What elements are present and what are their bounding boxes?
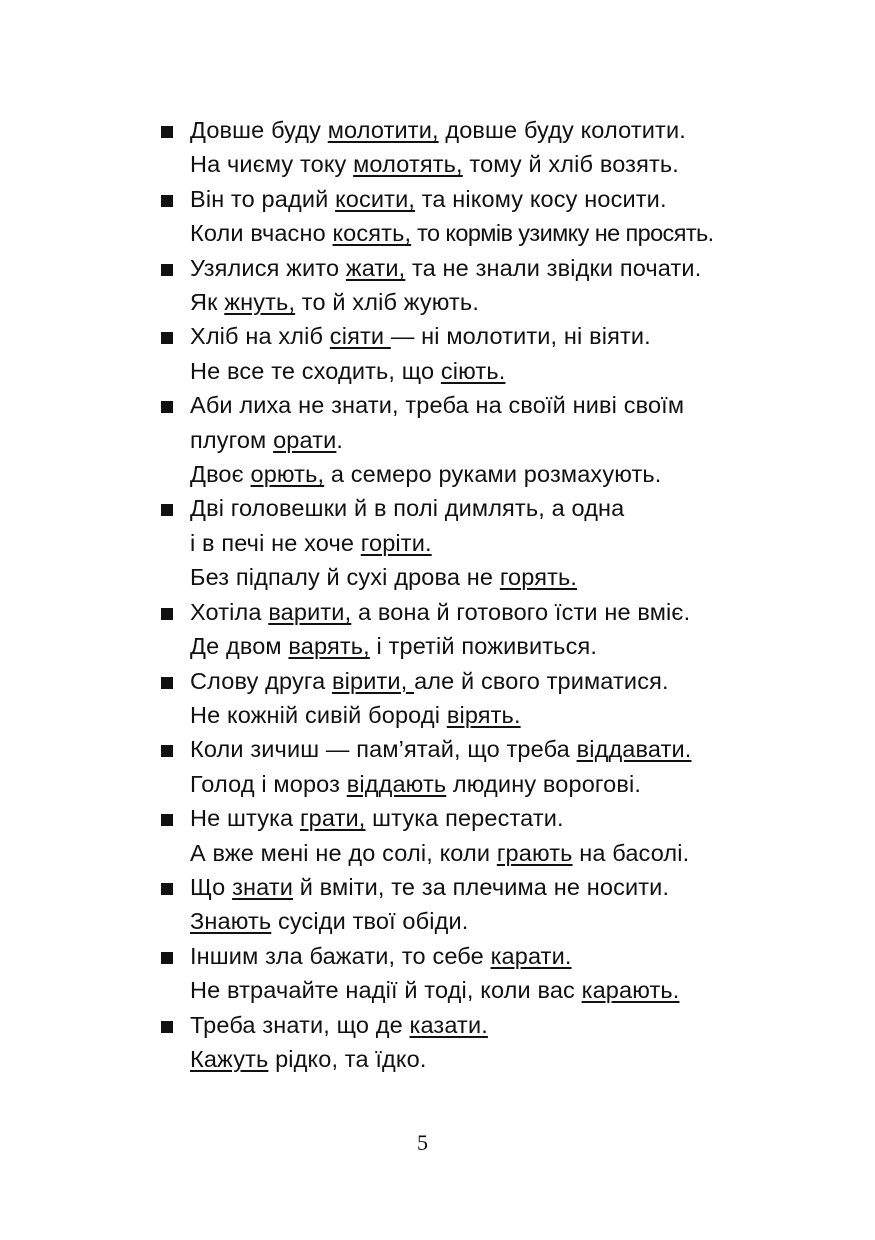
page-number: 5 [417, 1130, 428, 1155]
text-segment: і третій поживиться. [369, 633, 598, 660]
text-segment: Голод і мороз [190, 770, 347, 797]
square-bullet-icon [161, 745, 173, 757]
text-segment: Що [190, 873, 233, 900]
underlined-verb: косять, [332, 220, 412, 247]
text-segment: Без підпалу й сухі дрова не [190, 564, 500, 591]
underlined-verb: грають [496, 839, 573, 866]
proverb-line [190, 595, 800, 629]
text-segment: Дві головешки й в полі димлять, а одна [190, 495, 625, 522]
proverbs-list [160, 113, 800, 1076]
text-segment: людину ворогові. [446, 770, 642, 797]
proverb-item [160, 595, 800, 664]
text-segment: і в печі не хоче [190, 529, 361, 556]
square-bullet-icon [161, 332, 173, 344]
square-bullet-icon [161, 814, 173, 826]
square-bullet-icon [161, 195, 173, 207]
text-segment: Не кожній сивій бороді [190, 701, 447, 728]
square-bullet-icon [161, 608, 173, 620]
proverb-line [190, 939, 800, 973]
text-segment: Де двом [190, 633, 289, 660]
text-segment: Коли вчасно [190, 220, 333, 247]
proverb-line [190, 629, 800, 663]
proverb-line [190, 767, 800, 801]
text-segment: рідко, та їдко. [268, 1045, 427, 1072]
underlined-verb: сіють. [440, 357, 506, 384]
square-bullet-icon [161, 677, 173, 689]
proverb-line [190, 904, 800, 938]
proverb-line [190, 216, 800, 250]
proverb-line [190, 732, 800, 766]
proverb-item [160, 388, 800, 491]
text-segment: Іншим зла бажати, то себе [190, 942, 491, 969]
square-bullet-icon [161, 883, 173, 895]
text-segment: Коли зичиш — пам’ятай, що треба [190, 736, 577, 763]
proverb-line [190, 560, 800, 594]
proverb-line [190, 113, 800, 147]
text-segment: Хліб на хліб [190, 323, 330, 350]
underlined-verb: жнуть, [224, 289, 296, 316]
text-segment: Він то радий [190, 185, 336, 212]
underlined-verb: варять, [288, 633, 370, 660]
underlined-verb: горять. [499, 564, 578, 591]
text-segment: плугом [190, 426, 274, 453]
underlined-verb: Знають [190, 908, 272, 935]
proverb-line [190, 1008, 800, 1042]
proverb-line [190, 251, 800, 285]
underlined-verb: віддають [346, 770, 447, 797]
proverb-line [190, 698, 800, 732]
text-segment: а вона й готового їсти не вміє. [351, 598, 691, 625]
underlined-verb: орати [273, 426, 337, 453]
text-segment: На чиєму току [190, 151, 354, 178]
text-segment: — ні молотити, ні віяти. [390, 323, 651, 350]
proverb-item [160, 801, 800, 870]
proverb-line [190, 664, 800, 698]
proverb-item [160, 251, 800, 320]
text-segment: Довше буду [190, 117, 328, 143]
square-bullet-icon [161, 401, 173, 413]
underlined-verb: сіяти [329, 323, 391, 350]
proverb-line [190, 457, 800, 491]
square-bullet-icon [161, 126, 173, 138]
proverb-line [190, 354, 800, 388]
proverb-item [160, 113, 800, 182]
underlined-verb: казати. [409, 1011, 488, 1038]
proverb-line [190, 388, 800, 422]
text-segment: сусіди твої обіди. [271, 908, 469, 935]
text-segment: Слову друга [190, 667, 332, 694]
text-segment: Як [190, 289, 225, 316]
square-bullet-icon [161, 504, 173, 516]
underlined-verb: знати [232, 873, 294, 900]
text-segment: то й хліб жують. [295, 289, 480, 316]
text-segment: . [336, 426, 344, 453]
text-segment: тому й хліб возять. [462, 151, 679, 178]
proverb-line [190, 870, 800, 904]
proverb-line [190, 973, 800, 1007]
text-segment: Не штука [190, 805, 300, 832]
text-segment: то кормів узимку не просять. [411, 220, 714, 247]
proverb-line [190, 836, 800, 870]
proverb-line [190, 423, 800, 457]
proverb-item [160, 1008, 800, 1077]
text-segment: штука перестати. [365, 805, 564, 832]
underlined-verb: жати, [345, 254, 406, 281]
text-segment: та нікому косу носити. [415, 185, 667, 212]
text-segment: Аби лиха не знати, треба на своїй ниві своїм [190, 392, 685, 419]
proverb-line [190, 1042, 800, 1076]
text-segment: Треба знати, що де [190, 1011, 410, 1038]
proverb-line [190, 147, 800, 181]
underlined-verb: карають. [581, 977, 680, 1004]
proverb-line [190, 526, 800, 560]
text-segment: Двоє [190, 461, 251, 488]
proverb-line [190, 285, 800, 319]
text-segment: а семеро руками розмахують. [324, 461, 662, 488]
text-segment: й вміти, те за плечима не носити. [293, 873, 670, 900]
text-segment: довше буду колотити. [438, 117, 686, 143]
proverb-item [160, 319, 800, 388]
underlined-verb: грати, [299, 805, 366, 832]
square-bullet-icon [161, 264, 173, 276]
proverb-line [190, 182, 800, 216]
text-segment: але й свого триматися. [414, 667, 669, 694]
text-segment: Не втрачайте надії й тоді, коли вас [190, 977, 582, 1004]
text-segment: А вже мені не до солі, коли [190, 839, 497, 866]
proverb-line [190, 319, 800, 353]
underlined-verb: варити, [268, 598, 352, 625]
proverb-item [160, 732, 800, 801]
text-segment: на басолі. [572, 839, 690, 866]
proverb-item [160, 870, 800, 939]
proverb-item [160, 182, 800, 251]
underlined-verb: орють, [250, 461, 325, 488]
underlined-verb: вірити, [332, 667, 415, 694]
square-bullet-icon [161, 1021, 173, 1033]
proverb-item [160, 939, 800, 1008]
underlined-verb: вірять. [446, 701, 521, 728]
underlined-verb: Кажуть [190, 1045, 269, 1072]
text-segment: Не все те сходить, що [190, 357, 441, 384]
proverb-item [160, 491, 800, 594]
square-bullet-icon [161, 952, 173, 964]
text-segment: та не знали звідки почати. [405, 254, 702, 281]
underlined-verb: косити, [335, 185, 416, 212]
underlined-verb: молотити, [327, 117, 439, 143]
underlined-verb: молотять, [353, 151, 463, 178]
text-segment: Хотіла [190, 598, 269, 625]
underlined-verb: горіти. [360, 529, 432, 556]
text-segment: Узялися жито [190, 254, 346, 281]
underlined-verb: віддавати. [576, 736, 692, 763]
underlined-verb: карати. [490, 942, 572, 969]
proverb-item [160, 664, 800, 733]
proverb-line [190, 801, 800, 835]
proverb-line [190, 491, 800, 525]
